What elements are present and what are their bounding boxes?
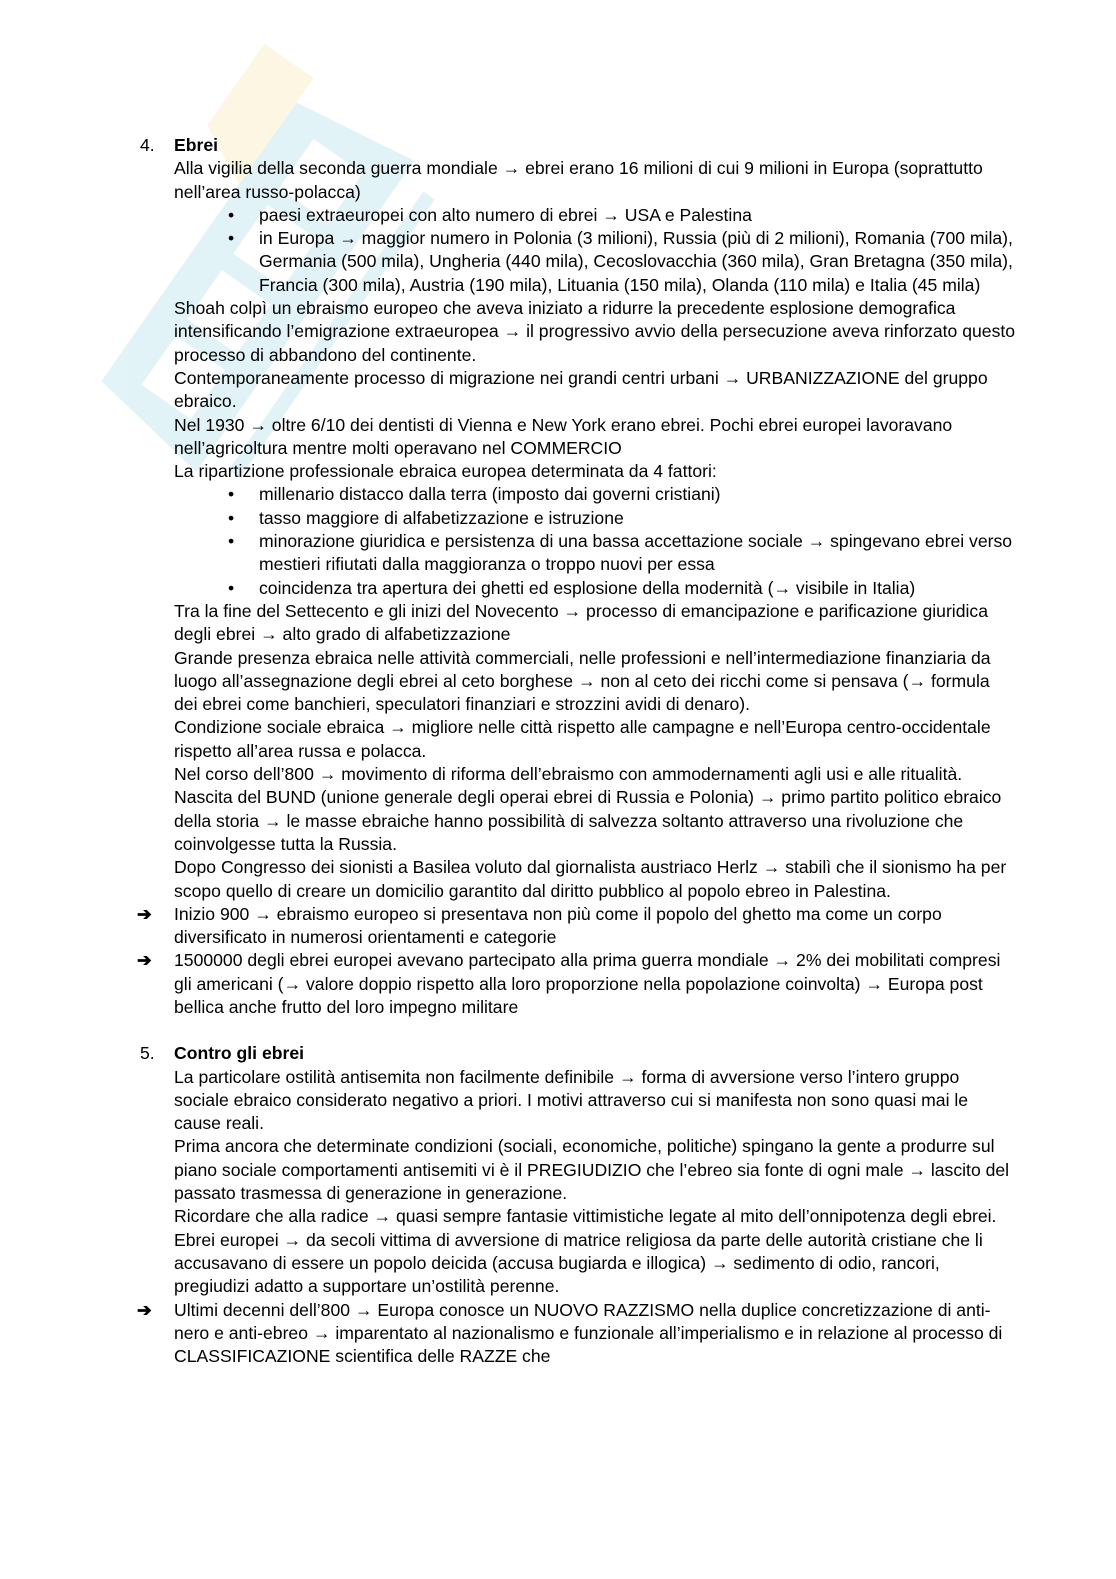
arrow-item — [137, 1299, 1016, 1369]
arrow-item-text: 1500000 degli ebrei europei avevano partecipato alla prima guerra mondiale → 2% dei mobilitati compresi gli americani (→ valore doppio rispetto alla loro proporzione nella popolazione coinvolta) → Europa post bellica anche frutto del loro impegno militare — [174, 950, 1001, 1017]
paragraph: Ricordare che alla radice → quasi sempre fantasie vittimistiche legate al mito dell’onnipotenza degli ebrei. — [174, 1206, 997, 1227]
bullet-icon: • — [228, 228, 235, 249]
section-ebrei — [0, 134, 1116, 1019]
section-spacer — [0, 1019, 1116, 1042]
arrow-item-text: Ultimi decenni dell’800 → Europa conosce un NUOVO RAZZISMO nella duplice concretizzazione di anti-nero e anti-ebreo → imparentato al nazionalismo e funzionale all’imperialismo e in relazione al processo di CLASSIFICAZIONE scientifica delle RAZZE che — [174, 1299, 1003, 1367]
bullet-text: in Europa → maggior numero in Polonia (3 milioni), Russia (più di 2 milioni), Romania (700 mila), Germania (500 mila), Ungheria (440 mila), Cecoslovacchia (360 mila), Gran Bretagna (350 mila), Francia (300 mila), Austria (190 mila), Lituania (150 mila), Olanda (110 mila) e Italia (45 mila) — [259, 228, 1013, 295]
section-title: Ebrei — [174, 135, 219, 155]
paragraph: Tra la fine del Settecento e gli inizi del Novecento → processo di emancipazione e parificazione giuridica degli ebrei → alto grado di alfabetizzazione — [174, 600, 988, 645]
document-page — [0, 134, 1116, 1368]
bullet-item — [228, 227, 1016, 297]
paragraph: Grande presenza ebraica nelle attività commerciali, nelle professioni e nell’intermediazione finanziaria da luogo all’assegnazione degli ebrei al ceto borghese → non al ceto dei ricchi come si pensava (→ formula dei ebrei come banchieri, speculatori finanziari e strozzini avidi di denaro). — [174, 647, 991, 715]
paragraph: Dopo Congresso dei sionisti a Basilea voluto dal giornalista austriaco Herlz → stabilì che il sionismo ha per scopo quello di creare un domicilio garantito dal diritto pubblico al popolo ebreo in Palestina. — [174, 857, 1007, 901]
bullet-icon: • — [228, 507, 235, 528]
paragraph: Ebrei europei → da secoli vittima di avversione di matrice religiosa da parte delle autorità cristiane che li accusavano di essere un popolo deicida (accusa bugiarda e illogica) → sedimento di odio, rancori, pregiudizi adatto a supportare un’ostilità perenne. — [174, 1229, 983, 1297]
bullet-item — [228, 204, 1016, 227]
section-heading — [140, 134, 1116, 157]
paragraph: Nel corso dell’800 → movimento di riforma dell’ebraismo con ammodernamenti agli usi e alle ritualità. Nascita del BUND (unione generale degli operai ebrei di Russia e Polonia) → primo partito politico ebraico della storia → le masse ebraiche hanno possibilità di salvezza soltanto attraverso una rivoluzione che coinvolgesse tutta la Russia. — [174, 764, 1002, 854]
paragraph: La particolare ostilità antisemita non facilmente definibile → forma di avversione verso l’intero gruppo sociale ebraico considerato negativo a priori. I motivi attraverso cui si manifesta non sono quasi mai le cause reali. — [174, 1066, 969, 1134]
paragraph: La ripartizione professionale ebraica europea determinata da 4 fattori: — [174, 461, 717, 482]
bullet-icon: • — [228, 204, 235, 225]
arrow-right-icon: ➔ — [137, 1299, 152, 1320]
paragraph: Contemporaneamente processo di migrazione nei grandi centri urbani → URBANIZZAZIONE del gruppo ebraico. — [174, 367, 988, 412]
arrow-item-text: Inizio 900 → ebraismo europeo si presentava non più come il popolo del ghetto ma come un corpo diversificato in numerosi orientamenti e categorie — [174, 903, 942, 948]
bullet-item — [228, 483, 1016, 506]
paragraph: Prima ancora che determinate condizioni (sociali, economiche, politiche) spingano la gente a produrre sul piano sociale comportamenti antisemiti vi è il PREGIUDIZIO che l’ebreo sia fonte di ogni male → lascito del passato trasmessa di generazione in generazione. — [174, 1136, 1010, 1204]
paragraph: Nel 1930 → oltre 6/10 dei dentisti di Vienna e New York erano ebrei. Pochi ebrei europei lavoravano nell’agricoltura mentre molti operavano nel COMMERCIO — [174, 414, 953, 458]
arrow-right-icon: ➔ — [137, 903, 152, 924]
bullet-list — [0, 204, 1116, 297]
paragraph: Shoah colpì un ebraismo europeo che aveva iniziato a ridurre la precedente esplosione demografica intensificando l’emigrazione extraeuropea → il progressivo avvio della persecuzione aveva rinforzato questo processo di abbandono del continente. — [174, 298, 1016, 365]
arrow-item — [137, 949, 1016, 1019]
bullet-list — [0, 483, 1116, 599]
section-heading — [140, 1042, 1116, 1065]
bullet-icon: • — [228, 577, 235, 598]
bullet-text: millenario distacco dalla terra (imposto dai governi cristiani) — [259, 484, 721, 505]
paragraph: Alla vigilia della seconda guerra mondiale → ebrei erano 16 milioni di cui 9 milioni in Europa (soprattutto nell’area russo-polacca) — [174, 158, 983, 202]
bullet-item — [228, 577, 1016, 600]
bullet-item — [228, 530, 1016, 577]
section-title: Contro gli ebrei — [174, 1043, 305, 1064]
bullet-text: minorazione giuridica e persistenza di una bassa accettazione sociale → spingevano ebrei verso mestieri rifiutati dalla maggioranza o troppo nuovi per essa — [259, 531, 1013, 575]
bullet-text: tasso maggiore di alfabetizzazione e istruzione — [259, 507, 624, 528]
bullet-item — [228, 507, 1016, 530]
bullet-text: paesi extraeuropei con alto numero di ebrei → USA e Palestina — [259, 204, 752, 225]
section-contro-gli-ebrei — [0, 1042, 1116, 1368]
section-number: 4. — [140, 135, 155, 155]
bullet-text: coincidenza tra apertura dei ghetti ed esplosione della modernità (→ visibile in Italia) — [259, 577, 916, 598]
bullet-icon: • — [228, 484, 235, 505]
paragraph: Condizione sociale ebraica → migliore nelle città rispetto alle campagne e nell’Europa centro-occidentale rispetto all’area russa e polacca. — [174, 717, 991, 761]
bullet-icon: • — [228, 531, 235, 552]
arrow-right-icon: ➔ — [137, 950, 152, 971]
arrow-item — [137, 903, 1016, 950]
section-number: 5. — [140, 1043, 155, 1064]
